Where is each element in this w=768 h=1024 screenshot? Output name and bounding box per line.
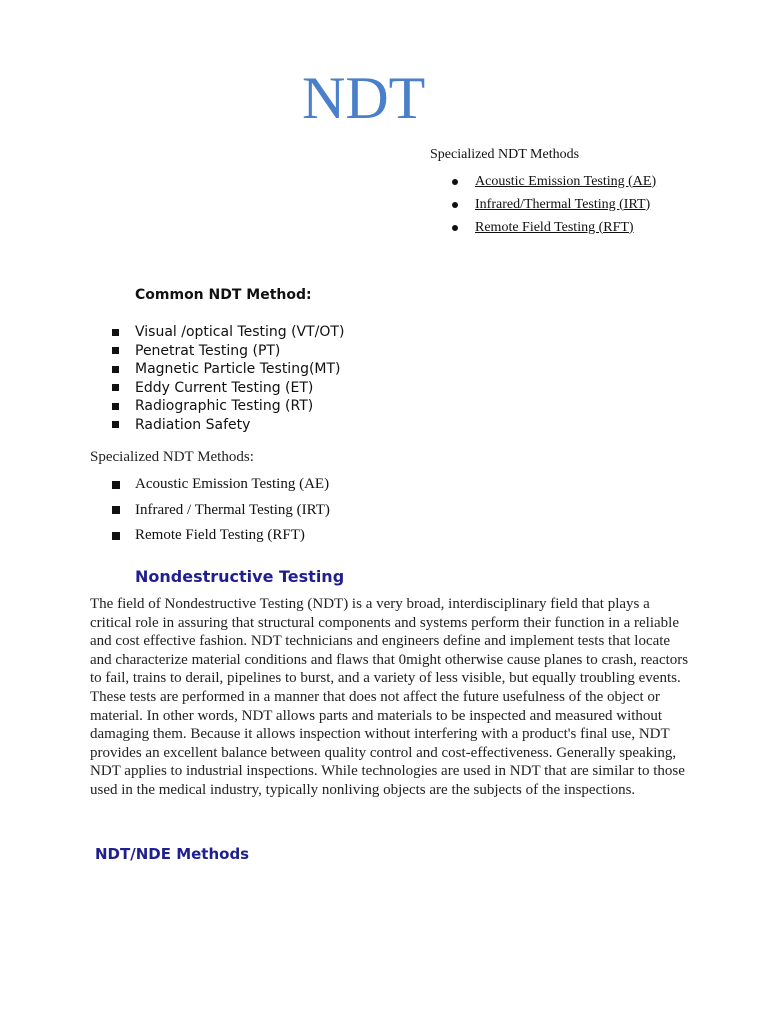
list-item — [112, 323, 344, 342]
specialized-methods-link-list — [452, 170, 656, 239]
list-item — [452, 193, 656, 216]
square-bullet-icon — [112, 384, 119, 391]
page-title: NDT — [302, 65, 426, 131]
list-item-label: Acoustic Emission Testing (AE) — [135, 476, 330, 493]
specialized-methods-heading-2: Specialized NDT Methods: — [90, 449, 254, 465]
specialized-methods-list — [112, 472, 330, 549]
bullet-icon — [452, 202, 458, 208]
common-methods-list — [112, 323, 344, 434]
list-item — [452, 170, 656, 193]
list-item-label: Visual /optical Testing (VT/OT) — [135, 324, 345, 341]
list-item — [112, 498, 330, 524]
list-item — [112, 379, 344, 398]
list-item-label: Penetrat Testing (PT) — [135, 342, 281, 359]
list-item-label: Remote Field Testing (RFT) — [135, 527, 305, 544]
bullet-icon — [452, 179, 458, 185]
list-item-label: Radiation Safety — [135, 416, 251, 433]
list-item-label: Eddy Current Testing (ET) — [135, 379, 314, 396]
list-item-label: Infrared / Thermal Testing (IRT) — [135, 501, 330, 518]
link-infrared-thermal[interactable]: Infrared/Thermal Testing (IRT) — [475, 196, 651, 212]
square-bullet-icon — [112, 481, 120, 489]
square-bullet-icon — [112, 403, 119, 410]
square-bullet-icon — [112, 532, 120, 540]
list-item — [112, 472, 330, 498]
square-bullet-icon — [112, 421, 119, 428]
list-item — [112, 397, 344, 416]
link-remote-field[interactable]: Remote Field Testing (RFT) — [475, 219, 634, 235]
list-item — [112, 342, 344, 361]
link-acoustic-emission[interactable]: Acoustic Emission Testing (AE) — [475, 173, 657, 189]
specialized-methods-heading: Specialized NDT Methods — [430, 147, 580, 162]
bullet-icon — [452, 225, 458, 231]
square-bullet-icon — [112, 347, 119, 354]
list-item — [112, 360, 344, 379]
list-item-label: Magnetic Particle Testing(MT) — [135, 361, 341, 378]
nondestructive-testing-paragraph: The field of Nondestructive Testing (NDT) is a very broad, interdisciplinary field that plays a critical role in assuring that structural components and systems perform their function in a reliable and cost effective fashion. NDT technicians and engineers define and implement tests that locate and characterize material conditions and flaws that 0might otherwise cause planes to crash, reactors to fail, trains to derail, pipelines to burst, and a variety of less visible, but equally troubling events. These tests are performed in a manner that does not affect the future usefulness of the object or material. In other words, NDT allows parts and materials to be inspected and measured without damaging them. Because it allows inspection without interfering with a product's final use, NDT provides an excellent balance between quality control and cost-effectiveness. Generally speaking, NDT applies to industrial inspections. While technologies are used in NDT that are similar to those used in the medical industry, typically nonliving objects are the subjects of the inspections. — [90, 596, 689, 798]
common-methods-heading: Common NDT Method: — [135, 287, 312, 303]
list-item — [452, 216, 656, 239]
square-bullet-icon — [112, 366, 119, 373]
square-bullet-icon — [112, 506, 120, 514]
nondestructive-testing-heading: Nondestructive Testing — [135, 567, 345, 586]
list-item-label: Radiographic Testing (RT) — [135, 398, 314, 415]
ndt-nde-methods-heading: NDT/NDE Methods — [95, 845, 250, 863]
list-item — [112, 523, 330, 549]
square-bullet-icon — [112, 329, 119, 336]
list-item — [112, 416, 344, 435]
